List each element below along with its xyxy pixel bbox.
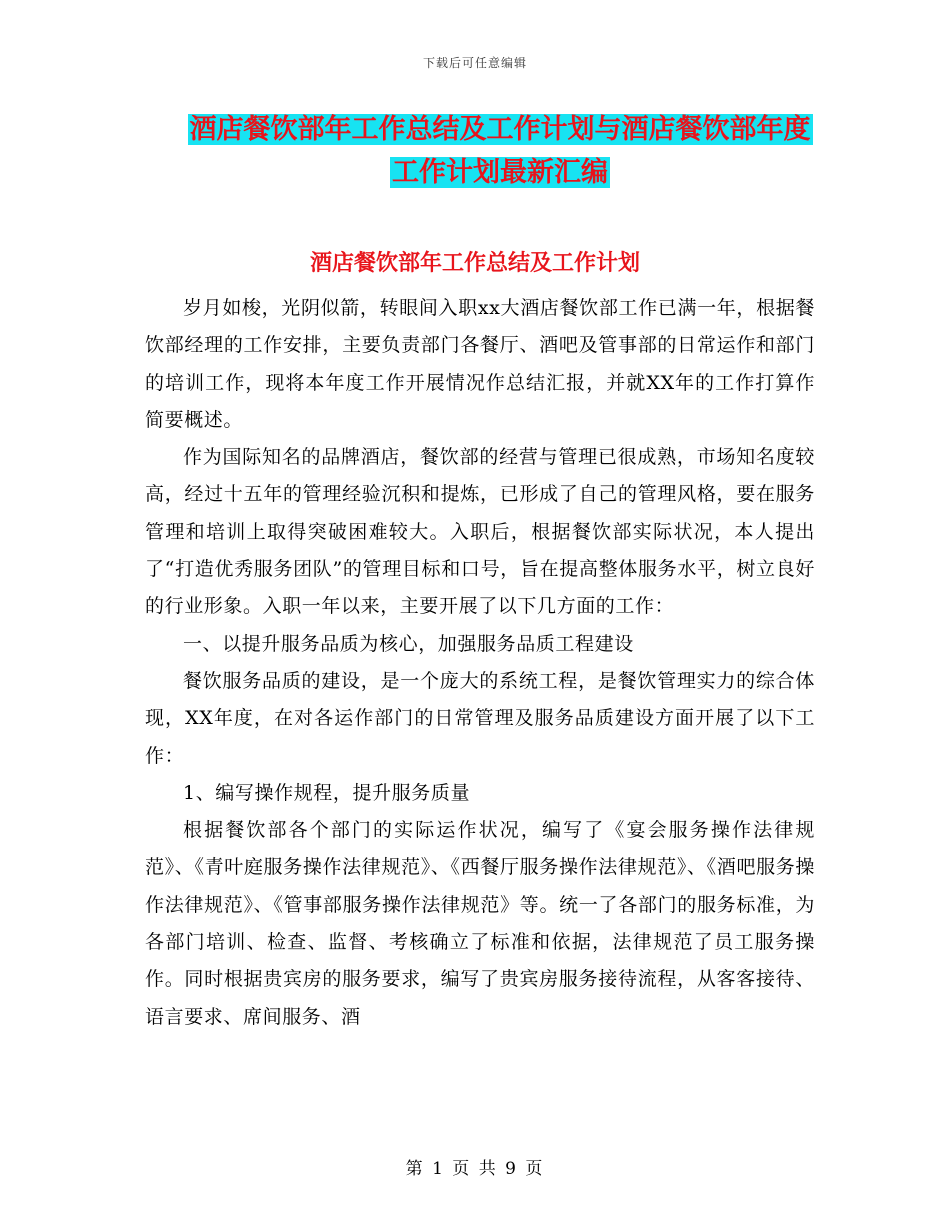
heading-paragraph: 一、以提升服务品质为核心，加强服务品质工程建设: [183, 632, 634, 655]
header-note: 下载后可任意编辑: [422, 56, 527, 70]
page-number-footer: 第 1 页 共 9 页: [405, 1159, 545, 1179]
main-title-line-2: 工作计划最新汇编: [392, 157, 608, 188]
paragraph: 根据餐饮部各个部门的实际运作状况，编写了《宴会服务操作法律规范》、《青叶庭服务操作法律规范》、《西餐厅服务操作法律规范》、《酒吧服务操作法律规范》、《管事部服务操作法律规范》等。统一了各部门的服务标准，为各部门培训、检查、监督、考核确立了标准和依据，法律规范了员工服务操作。同时根据贵宾房的服务要求，编写了贵宾房服务接待流程，从客客接待、语言要求、席间服务、酒: [145, 819, 815, 1028]
main-title-line-1: 酒店餐饮部年工作总结及工作计划与酒店餐饮部年度: [189, 114, 811, 145]
body-text: [145, 290, 815, 1036]
paragraph: 岁月如梭，光阴似箭，转眼间入职xx大酒店餐饮部工作已满一年，根据餐饮部经理的工作安排，主要负责部门各餐厅、酒吧及管事部的日常运作和部门的培训工作，现将本年度工作开展情况作总结汇报，并就XX年的工作打算作简要概述。: [145, 297, 815, 431]
paragraph: 餐饮服务品质的建设，是一个庞大的系统工程，是餐饮管理实力的综合体现，XX年度，在对各运作部门的日常管理及服务品质建设方面开展了以下工作：: [145, 669, 815, 767]
paragraph: 作为国际知名的品牌酒店，餐饮部的经营与管理已很成熟，市场知名度较高，经过十五年的管理经验沉积和提炼，已形成了自己的管理风格，要在服务管理和培训上取得突破困难较大。入职后，根据餐饮部实际状况，本人提出了“打造优秀服务团队”的管理目标和口号，旨在提高整体服务水平，树立良好的行业形象。入职一年以来，主要开展了以下几方面的工作：: [145, 446, 815, 618]
section-title: 酒店餐饮部年工作总结及工作计划: [309, 250, 640, 276]
main-title: [140, 108, 860, 194]
subheading-paragraph: 1、编写操作规程，提升服务质量: [183, 781, 471, 804]
